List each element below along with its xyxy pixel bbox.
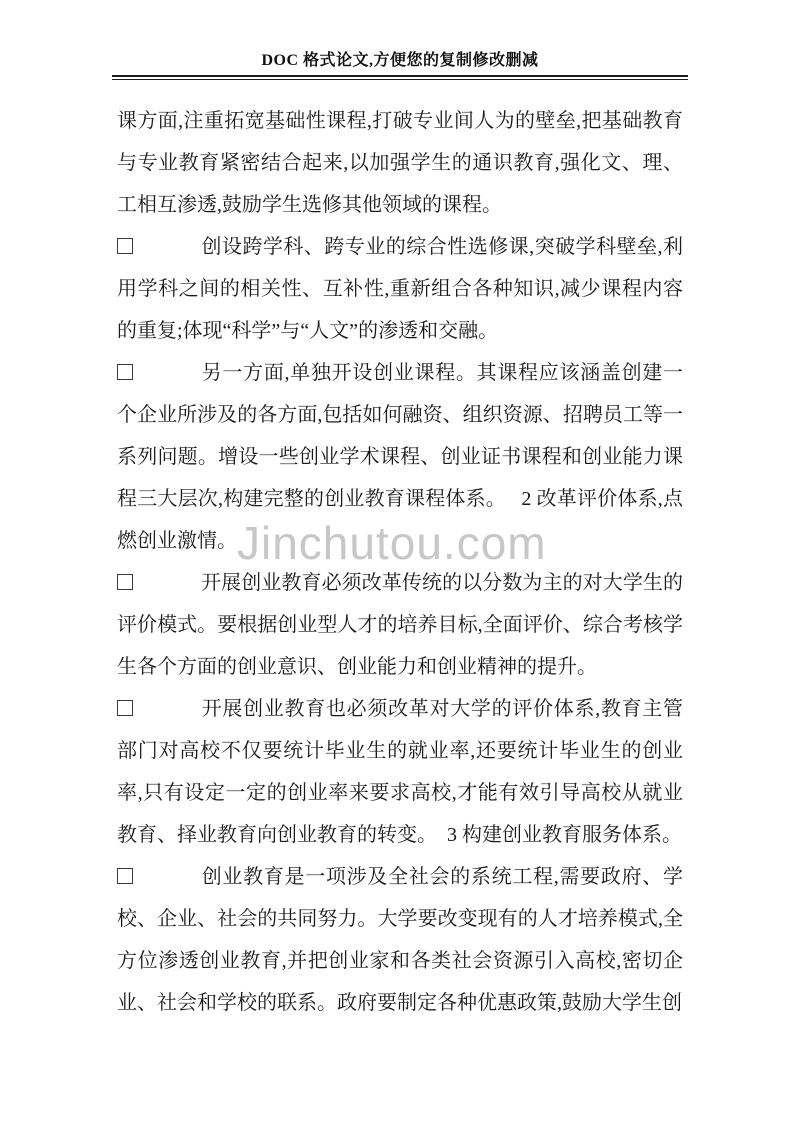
paragraph-text: 创设跨学科、跨专业的综合性选修课,突破学科壁垒,利用学科之间的相关性、互补性,重新组合各种知识,减少课程内容的重复;体现“科学”与“人文”的渗透和交融。 — [117, 236, 683, 342]
header-divider — [112, 75, 688, 80]
tab-spacer — [133, 714, 201, 715]
page-header — [0, 0, 800, 80]
paragraph-text: 另一方面,单独开设创业课程。其课程应该涵盖创建一个企业所涉及的各方面,包括如何融资、组织资源、招聘员工等一系列问题。增设一些创业学术课程、创业证书课程和创业能力课程三大层次,构建完整的创业教育课程体系。 2 改革评价体系,点燃创业激情。 — [117, 362, 683, 552]
paragraph — [117, 352, 683, 562]
paragraph — [117, 100, 683, 226]
tab-spacer — [133, 882, 201, 883]
paragraph-text: 创业教育是一项涉及全社会的系统工程,需要政府、学校、企业、社会的共同努力。大学要改变现有的人才培养模式,全方位渗透创业教育,并把创业家和各类社会资源引入高校,密切企业、社会和学校的联系。政府要制定各种优惠政策,鼓励大学生创 — [117, 866, 683, 1014]
paragraph — [117, 688, 683, 856]
unknown-character-box-icon — [117, 364, 133, 380]
paragraph — [117, 226, 683, 352]
unknown-character-box-icon — [117, 700, 133, 716]
paragraph-text: 开展创业教育必须改革传统的以分数为主的对大学生的评价模式。要根据创业型人才的培养目标,全面评价、综合考核学生各个方面的创业意识、创业能力和创业精神的提升。 — [117, 572, 683, 678]
paragraph — [117, 856, 683, 1024]
unknown-character-box-icon — [117, 868, 133, 884]
unknown-character-box-icon — [117, 574, 133, 590]
paragraph-text: 课方面,注重拓宽基础性课程,打破专业间人为的壁垒,把基础教育与专业教育紧密结合起来,以加强学生的通识教育,强化文、理、工相互渗透,鼓励学生选修其他领域的课程。 — [117, 110, 683, 216]
header-divider-thin-line — [112, 79, 688, 80]
tab-spacer — [133, 378, 201, 379]
document-content — [117, 100, 683, 1024]
unknown-character-box-icon — [117, 238, 133, 254]
tab-spacer — [133, 252, 201, 253]
watermark-text: Jinchutou.com — [237, 517, 547, 569]
paragraph-text: 开展创业教育也必须改革对大学的评价体系,教育主管部门对高校不仅要统计毕业生的就业率,还要统计毕业生的创业率,只有设定一定的创业率来要求高校,才能有效引导高校从就业教育、择业教育向创业教育的转变。 3 构建创业教育服务体系。 — [117, 698, 683, 846]
paragraph — [117, 562, 683, 688]
tab-spacer — [133, 588, 201, 589]
header-title: DOC 格式论文,方便您的复制修改删减 — [261, 52, 539, 69]
header-divider-thick-line — [112, 75, 688, 77]
